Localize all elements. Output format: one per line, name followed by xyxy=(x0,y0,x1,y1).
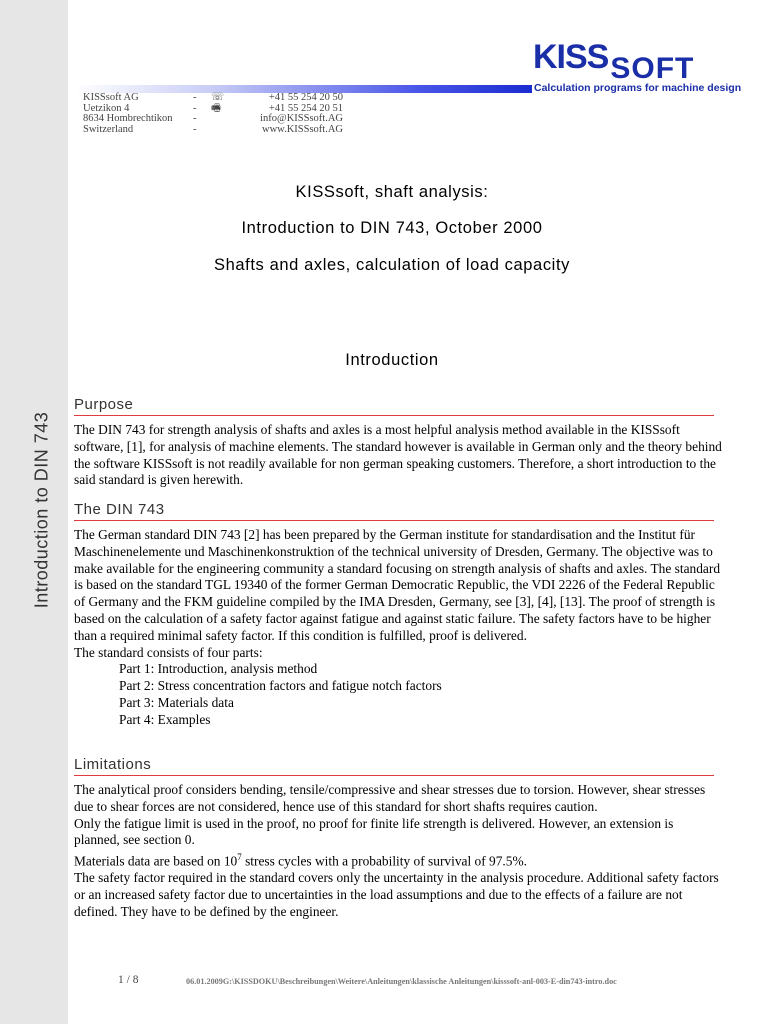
limitations-p3 xyxy=(74,849,722,870)
address-right: +41 55 254 20 50 xyxy=(268,92,343,103)
address-sep: - xyxy=(193,102,197,114)
limitations-p3-post: stress cycles with a probability of survival of 97.5%. xyxy=(241,853,527,869)
section-title: Introduction xyxy=(345,351,439,369)
doc-title-line2: Introduction to DIN 743, October 2000 xyxy=(241,219,543,237)
address-icon-blank xyxy=(211,114,233,125)
address-left: KISSsoft AG xyxy=(83,92,139,103)
page-number: 1 / 8 xyxy=(118,974,139,986)
fax-icon: 🖷 xyxy=(211,102,221,114)
doc-title-line1: KISSsoft, shaft analysis: xyxy=(295,183,489,201)
website-link[interactable]: www.KISSsoft.AG xyxy=(262,123,343,135)
logo-kiss: KISS xyxy=(533,38,609,76)
address-icon-blank xyxy=(211,125,233,136)
address-block xyxy=(83,93,343,135)
doc-title-line3: Shafts and axles, calculation of load capacity xyxy=(214,256,570,274)
logo-tagline: Calculation programs for machine design xyxy=(534,82,742,94)
email-link[interactable]: info@KISSsoft.AG xyxy=(260,113,343,125)
address-sep: - xyxy=(193,92,197,103)
limitations-heading: Limitations xyxy=(74,756,714,776)
limitations-paragraph xyxy=(74,782,722,921)
address-left: 8634 Hombrechtikon xyxy=(83,113,173,125)
limitations-p4: The safety factor required in the standard covers only the uncertainty in the analysis procedure. Additional safety factors or an increased safety factor due to uncertainties in the load assumptions and due to the effects of a failure are not defined. They have to be defined by the engineer. xyxy=(74,870,719,920)
kisssoft-logo xyxy=(533,38,695,85)
purpose-text: The DIN 743 for strength analysis of shafts and axles is a most helpful analysis method available in the KISSsoft software, [1], for analysis of machine elements. The standard however is available in German only and the theory behind the software KISSsoft is not readily available for non german speaking customers. Therefore, a short introduction to the said standard is given herewith. xyxy=(74,422,722,488)
limitations-p3-pre: Materials data are based on 10 xyxy=(74,853,238,869)
limitations-p1: The analytical proof considers bending, tensile/compressive and shear stresses due to torsion. However, shear stresses due to shear forces are not considered, hence use of this standard for short shafts requires caution. xyxy=(74,782,706,814)
part-item: Part 2: Stress concentration factors and fatigue notch factors xyxy=(119,678,442,694)
parts-intro: The standard consists of four parts: xyxy=(74,644,263,660)
address-left: Switzerland xyxy=(83,123,134,135)
purpose-heading: Purpose xyxy=(74,396,714,416)
part-item: Part 4: Examples xyxy=(119,711,211,727)
din743-heading: The DIN 743 xyxy=(74,501,714,521)
part-item: Part 3: Materials data xyxy=(119,694,234,710)
din743-paragraph xyxy=(74,527,722,729)
phone-icon: ☏ xyxy=(211,92,225,103)
din743-text: The German standard DIN 743 [2] has been prepared by the German institute for standardisation and the Institut für Maschinenelemente und Maschinenkonstruktion of the technical university of Dresden, Germany. The objective was to make available for the engineering community a standard focusing on strength analysis of shafts and axles. The standard is based on the standard TGL 19340 of the former German Democratic Republic, the VDI 2226 of the Federal Republic of Germany and the FKM guideline compiled by the IMA Dresden, Germany, see [3], [4], [13]. The proof of strength is based on the calculation of a safety factor against fatigue and against static failure. The safety factors have to be higher than a required minimal safety factor. If this condition is fulfilled, proof is delivered. xyxy=(74,527,721,643)
file-path: 06.01.2009G:\KISSDOKU\Beschreibungen\Weitere\Anleitungen\klassische Anleitungen\kisssoft-anl-003-E-din743-intro.doc xyxy=(186,977,617,986)
address-row xyxy=(83,125,343,136)
part-item: Part 1: Introduction, analysis method xyxy=(119,661,318,677)
address-sep: - xyxy=(193,123,197,135)
address-sep: - xyxy=(193,113,197,125)
limitations-p2: Only the fatigue limit is used in the proof, no proof for finite life strength is delivered. However, an extension is planned, see section 0. xyxy=(74,815,674,848)
logo-soft: SOFT xyxy=(610,52,695,85)
address-right: +41 55 254 20 51 xyxy=(268,102,343,114)
address-left: Uetzikon 4 xyxy=(83,102,130,114)
address-row xyxy=(83,93,343,104)
limitations-p3-sup: 7 xyxy=(237,852,242,863)
sidebar-label: Introduction to DIN 743 xyxy=(31,411,52,609)
purpose-paragraph xyxy=(74,422,722,489)
